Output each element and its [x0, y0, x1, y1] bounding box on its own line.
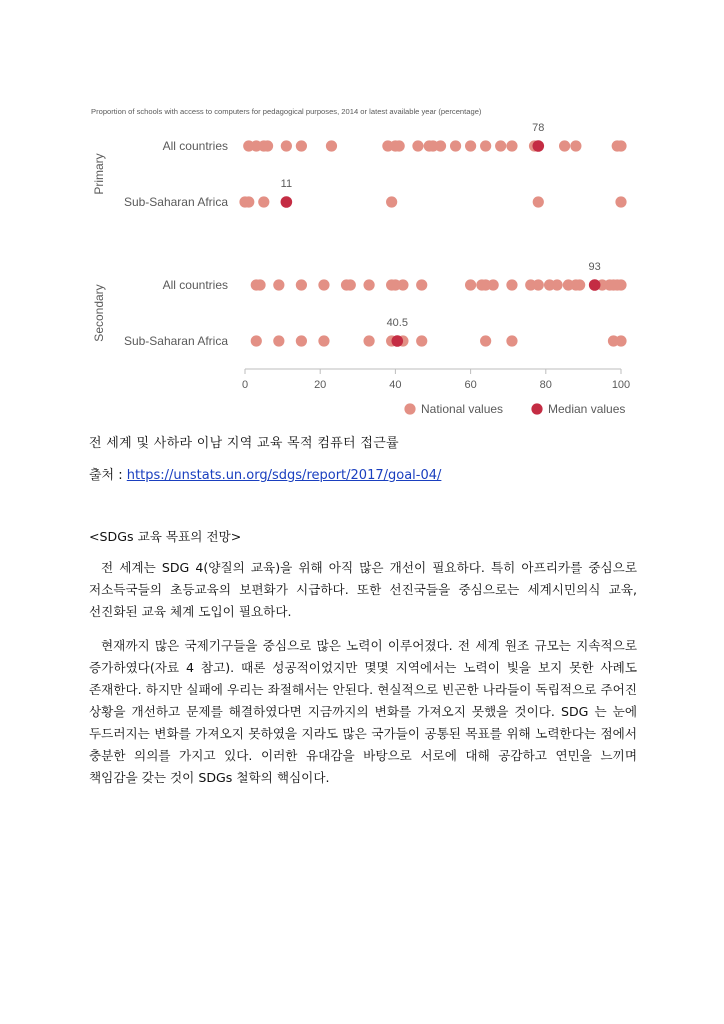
- national-point-secondary-all-countries-15: [488, 279, 499, 290]
- national-point-secondary-all-countries-11: [416, 279, 427, 290]
- group-label-primary: Primary: [92, 153, 106, 195]
- national-point-primary-all-countries-3: [262, 140, 273, 151]
- national-point-secondary-sub-saharan-africa-9: [506, 335, 517, 346]
- median-point-primary-all-countries: [532, 140, 544, 152]
- national-point-primary-all-countries-14: [450, 140, 461, 151]
- section-heading: <SDGs 교육 목표의 전망>: [89, 529, 242, 544]
- national-point-primary-sub-saharan-africa-4: [533, 196, 544, 207]
- national-point-secondary-all-countries-2: [273, 279, 284, 290]
- median-point-secondary-all-countries: [589, 279, 601, 291]
- x-tick-label-3: 60: [464, 379, 477, 391]
- source-label: 출처 :: [89, 468, 123, 483]
- national-point-secondary-all-countries-16: [506, 279, 517, 290]
- national-point-primary-all-countries-4: [281, 140, 292, 151]
- national-point-secondary-all-countries-6: [345, 279, 356, 290]
- national-point-primary-all-countries-21: [570, 140, 581, 151]
- group-label-secondary: Secondary: [92, 284, 106, 342]
- x-tick-label-2: 40: [389, 379, 402, 391]
- x-tick-label-1: 20: [314, 379, 327, 391]
- national-point-secondary-all-countries-18: [533, 279, 544, 290]
- national-point-secondary-all-countries-4: [318, 279, 329, 290]
- chart: [0, 0, 724, 425]
- x-tick-label-0: 0: [241, 379, 249, 391]
- national-point-primary-all-countries-9: [394, 140, 405, 151]
- national-point-primary-all-countries-17: [495, 140, 506, 151]
- national-point-primary-all-countries-20: [559, 140, 570, 151]
- national-point-secondary-sub-saharan-africa-4: [363, 335, 374, 346]
- national-point-secondary-all-countries-28: [615, 279, 626, 290]
- national-point-secondary-all-countries-10: [397, 279, 408, 290]
- national-point-secondary-sub-saharan-africa-1: [273, 335, 284, 346]
- national-point-secondary-all-countries-20: [551, 279, 562, 290]
- paragraph-1-text: 전 세계는 SDG 4(양질의 교육)을 위해 아직 많은 개선이 필요하다. 특히 아프리카를 중심으로 저소득국들의 초등교육의 보편화가 시급하다. 또한 선진국들을 중심으로는 세계시민의식 교육, 선진화된 교육 체계 도입이 필요하다.: [89, 560, 637, 619]
- national-point-primary-all-countries-5: [296, 140, 307, 151]
- national-point-primary-all-countries-18: [506, 140, 517, 151]
- legend-label-national-values: National values: [421, 402, 504, 416]
- national-point-primary-all-countries-15: [465, 140, 476, 151]
- national-point-primary-sub-saharan-africa-5: [615, 196, 626, 207]
- national-point-secondary-sub-saharan-africa-0: [251, 335, 262, 346]
- national-point-secondary-sub-saharan-africa-7: [416, 335, 427, 346]
- median-label-primary-all-countries: 78: [532, 122, 545, 134]
- national-point-primary-all-countries-10: [412, 140, 423, 151]
- chart-title: Proportion of schools with access to computers for pedagogical purposes, 2014 or latest available year (percentage): [91, 107, 482, 116]
- legend-swatch-median-values: [531, 403, 542, 414]
- national-point-primary-all-countries-13: [435, 140, 446, 151]
- row-label-secondary-sub-saharan-africa: Sub-Saharan Africa: [123, 334, 228, 348]
- figure-caption: 전 세계 및 사하라 이남 지역 교육 목적 컴퓨터 접근률: [89, 436, 399, 451]
- median-point-primary-sub-saharan-africa: [281, 196, 293, 208]
- national-point-primary-sub-saharan-africa-1: [243, 196, 254, 207]
- national-point-secondary-sub-saharan-africa-8: [480, 335, 491, 346]
- national-point-primary-sub-saharan-africa-3: [386, 196, 397, 207]
- row-label-primary-sub-saharan-africa: Sub-Saharan Africa: [123, 195, 228, 209]
- paragraph-2-text: 현재까지 많은 국제기구들을 중심으로 많은 노력이 이루어졌다. 전 세계 원조 규모는 지속적으로 증가하였다(자료 4 참고). 때론 성공적이었지만 몇몇 지역에서는 노력이 빛을 보지 못한 사례도 존재한다. 하지만 실패에 우리는 좌절해서는 안된다. 현실적으로 빈곤한 나라들이 독립적으로 주어진 상황을 개선하고 문제를 해결하였다면 지금까지의 변화를 가져오지 못했을 것이다. SDG 는 눈에 두드러지는 변화를 가져오지 못하였을 지라도 많은 국가들이 공통된 목표를 위해 노력한다는 점에서 충분한 의의를 가지고 있다. 이러한 유대감을 바탕으로 서로에 대해 공감하고 연민을 느끼며 책임감을 갖는 것이 SDGs 철학의 핵심이다.: [89, 638, 637, 785]
- paragraph-1: [89, 557, 637, 623]
- row-label-primary-all-countries: All countries: [162, 139, 228, 153]
- national-point-secondary-all-countries-12: [465, 279, 476, 290]
- national-point-secondary-sub-saharan-africa-3: [318, 335, 329, 346]
- source-link[interactable]: https://unstats.un.org/sdgs/report/2017/goal-04/: [126, 468, 442, 483]
- national-point-secondary-all-countries-1: [254, 279, 265, 290]
- paragraph-2: [89, 635, 637, 789]
- legend-swatch-national-values: [404, 403, 415, 414]
- x-tick-label-5: 100: [611, 379, 631, 391]
- x-tick-label-4: 80: [539, 379, 552, 391]
- national-point-primary-all-countries-23: [615, 140, 626, 151]
- national-point-secondary-all-countries-7: [363, 279, 374, 290]
- national-point-primary-all-countries-16: [480, 140, 491, 151]
- national-point-secondary-all-countries-23: [574, 279, 585, 290]
- national-point-secondary-sub-saharan-africa-2: [296, 335, 307, 346]
- source-line: [89, 465, 637, 487]
- national-point-primary-all-countries-6: [326, 140, 337, 151]
- national-point-primary-sub-saharan-africa-2: [258, 196, 269, 207]
- national-point-secondary-sub-saharan-africa-11: [615, 335, 626, 346]
- median-label-secondary-all-countries: 93: [588, 261, 601, 273]
- median-point-secondary-sub-saharan-africa: [391, 335, 403, 347]
- median-label-primary-sub-saharan-africa: 11: [280, 178, 293, 190]
- row-label-secondary-all-countries: All countries: [162, 278, 228, 292]
- legend-label-median-values: Median values: [548, 402, 626, 416]
- median-label-secondary-sub-saharan-africa: 40.5: [386, 317, 408, 329]
- national-point-secondary-all-countries-3: [296, 279, 307, 290]
